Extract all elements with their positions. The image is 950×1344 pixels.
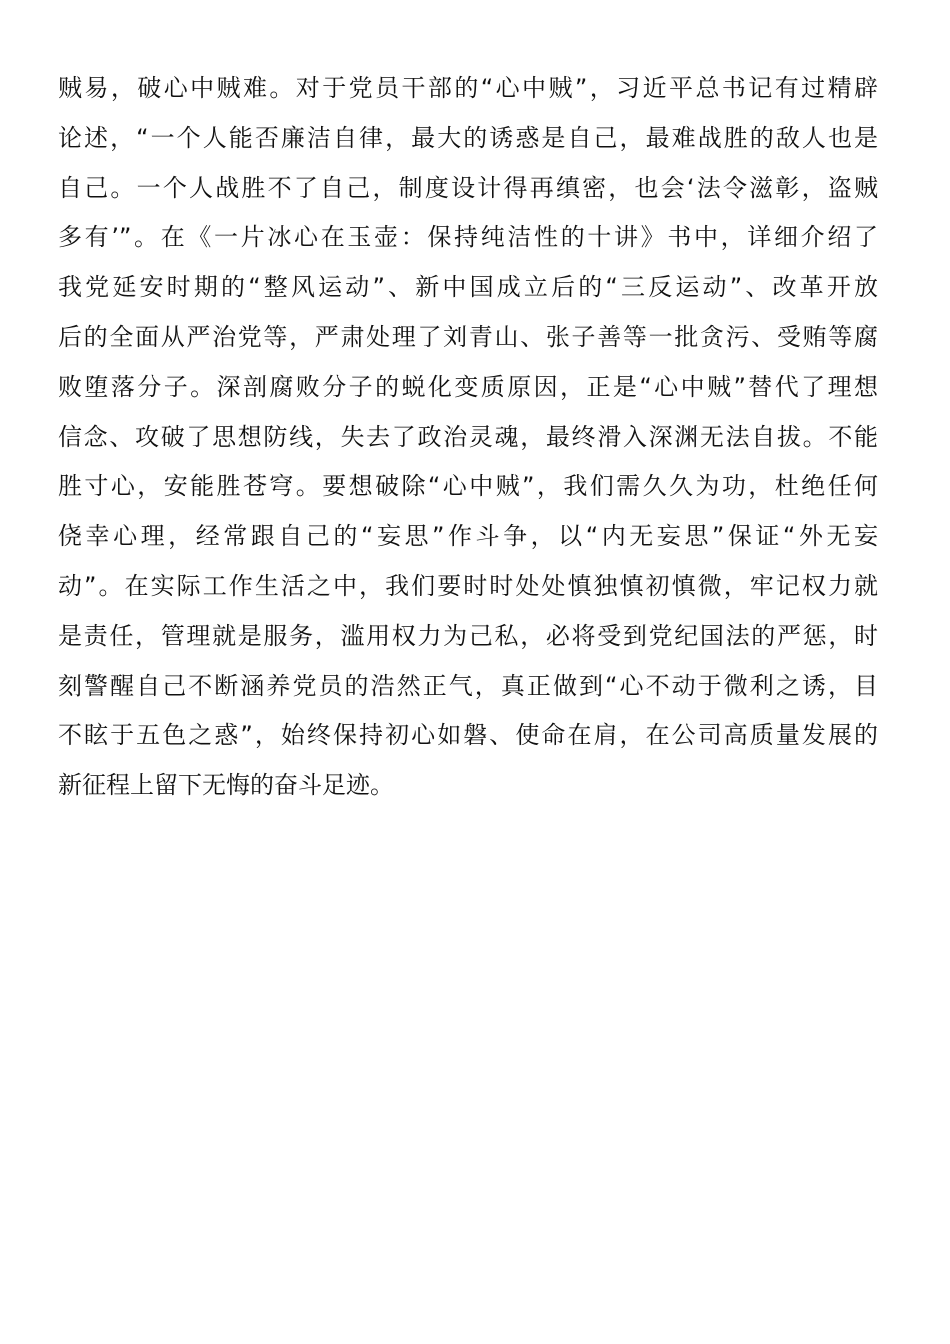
text-line: 败堕落分子。深剖腐败分子的蜕化变质原因，正是“心中贼”替代了理想 [58,372,878,401]
text-line: 我党延安时期的“整风运动”、新中国成立后的“三反运动”、改革开放 [58,273,878,302]
text-line: 侥幸心理，经常跟自己的“妄思”作斗争，以“内无妄思”保证“外无妄 [58,522,878,551]
text-line: 是责任，管理就是服务，滥用权力为己私，必将受到党纪国法的严惩，时 [58,621,878,650]
text-line: 自己。一个人战胜不了自己，制度设计得再缜密，也会‘法令滋彰，盗贼 [58,173,878,202]
text-line: 信念、攻破了思想防线，失去了政治灵魂，最终滑入深渊无法自拔。不能 [58,422,878,451]
text-line-last: 新征程上留下无悔的奋斗足迹。 [58,771,394,800]
text-line: 后的全面从严治党等，严肃处理了刘青山、张子善等一批贪污、受贿等腐 [58,322,878,351]
text-line: 多有’”。在《一片冰心在玉壶：保持纯洁性的十讲》书中，详细介绍了 [58,223,878,252]
text-line: 不眩于五色之惑”，始终保持初心如磐、使命在肩，在公司高质量发展的 [58,721,878,750]
text-line: 论述，“一个人能否廉洁自律，最大的诱惑是自己，最难战胜的敌人也是 [58,123,878,152]
text-line: 贼易，破心中贼难。对于党员干部的“心中贼”，习近平总书记有过精辟 [58,74,878,102]
text-line: 刻警醒自己不断涵养党员的浩然正气，真正做到“心不动于微利之诱，目 [58,671,878,700]
text-line: 胜寸心，安能胜苍穹。要想破除“心中贼”，我们需久久为功，杜绝任何 [58,472,878,501]
body-paragraph [58,64,878,811]
text-line: 动”。在实际工作生活之中，我们要时时处处慎独慎初慎微，牢记权力就 [58,571,878,600]
